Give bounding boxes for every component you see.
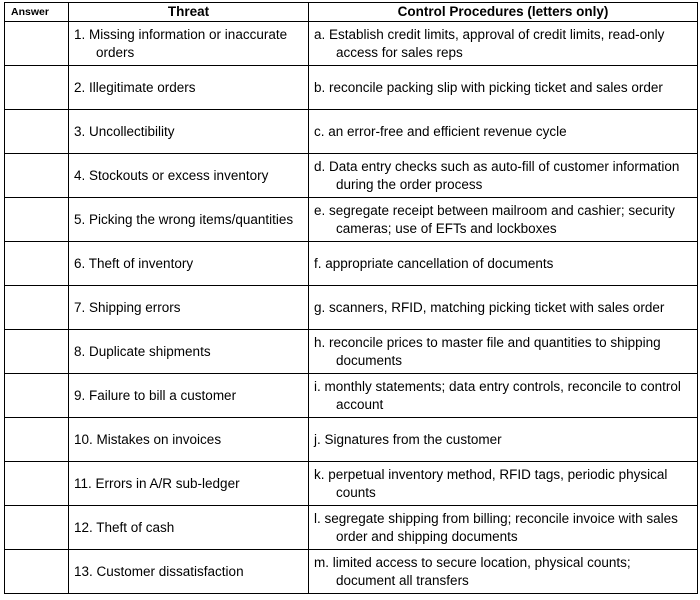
answer-cell[interactable] (5, 242, 69, 286)
answer-column-header: Answer (5, 3, 69, 22)
threat-text: 6. Theft of inventory (74, 255, 194, 271)
answer-cell[interactable] (5, 110, 69, 154)
answer-cell[interactable] (5, 418, 69, 462)
table-row (5, 242, 698, 286)
control-text: m. limited access to secure location, physical counts; document all transfers (314, 554, 631, 588)
control-text: k. perpetual inventory method, RFID tags, periodic physical counts (314, 466, 668, 500)
threat-text: 4. Stockouts or excess inventory (74, 167, 269, 183)
matching-table (4, 2, 698, 594)
threat-text: 9. Failure to bill a customer (74, 387, 237, 403)
table-row (5, 110, 698, 154)
answer-cell[interactable] (5, 506, 69, 550)
answer-cell[interactable] (5, 286, 69, 330)
table-row (5, 66, 698, 110)
control-text: e. segregate receipt between mailroom and cashier; security cameras; use of EFTs and lockboxes (314, 202, 675, 236)
threat-column-header: Threat (69, 3, 309, 22)
answer-cell[interactable] (5, 198, 69, 242)
table-row (5, 374, 698, 418)
threat-text: 10. Mistakes on invoices (74, 431, 222, 447)
answer-cell[interactable] (5, 330, 69, 374)
threat-text: 1. Missing information or inaccurate orders (74, 26, 288, 60)
answer-cell[interactable] (5, 462, 69, 506)
table-row (5, 286, 698, 330)
table-row (5, 22, 698, 66)
control-text: g. scanners, RFID, matching picking ticket with sales order (314, 299, 665, 315)
threat-text: 11. Errors in A/R sub-ledger (74, 475, 240, 491)
threat-text: 3. Uncollectibility (74, 123, 175, 139)
answer-cell[interactable] (5, 66, 69, 110)
control-text: i. monthly statements; data entry controls, reconcile to control account (314, 378, 681, 412)
control-text: a. Establish credit limits, approval of credit limits, read-only access for sales reps (314, 26, 665, 60)
control-text: l. segregate shipping from billing; reconcile invoice with sales order and shipping documents (314, 510, 678, 544)
table-row (5, 550, 698, 594)
control-text: b. reconcile packing slip with picking ticket and sales order (314, 79, 663, 95)
answer-cell[interactable] (5, 22, 69, 66)
table-row (5, 506, 698, 550)
control-column-header: Control Procedures (letters only) (309, 3, 698, 22)
answer-cell[interactable] (5, 374, 69, 418)
threat-text: 8. Duplicate shipments (74, 343, 211, 359)
answer-cell[interactable] (5, 550, 69, 594)
table-row (5, 198, 698, 242)
threat-text: 2. Illegitimate orders (74, 79, 196, 95)
table-row (5, 462, 698, 506)
control-text: j. Signatures from the customer (314, 431, 502, 447)
control-text: d. Data entry checks such as auto-fill of customer information during the order process (314, 158, 680, 192)
header-row (5, 3, 698, 22)
threat-text: 5. Picking the wrong items/quantities (74, 211, 294, 227)
control-text: c. an error-free and efficient revenue cycle (314, 123, 567, 139)
threat-text: 7. Shipping errors (74, 299, 181, 315)
control-text: f. appropriate cancellation of documents (314, 255, 554, 271)
threat-text: 13. Customer dissatisfaction (74, 563, 244, 579)
table-row (5, 330, 698, 374)
answer-cell[interactable] (5, 154, 69, 198)
table-row (5, 418, 698, 462)
control-text: h. reconcile prices to master file and quantities to shipping documents (314, 334, 661, 368)
table-row (5, 154, 698, 198)
threat-text: 12. Theft of cash (74, 519, 175, 535)
